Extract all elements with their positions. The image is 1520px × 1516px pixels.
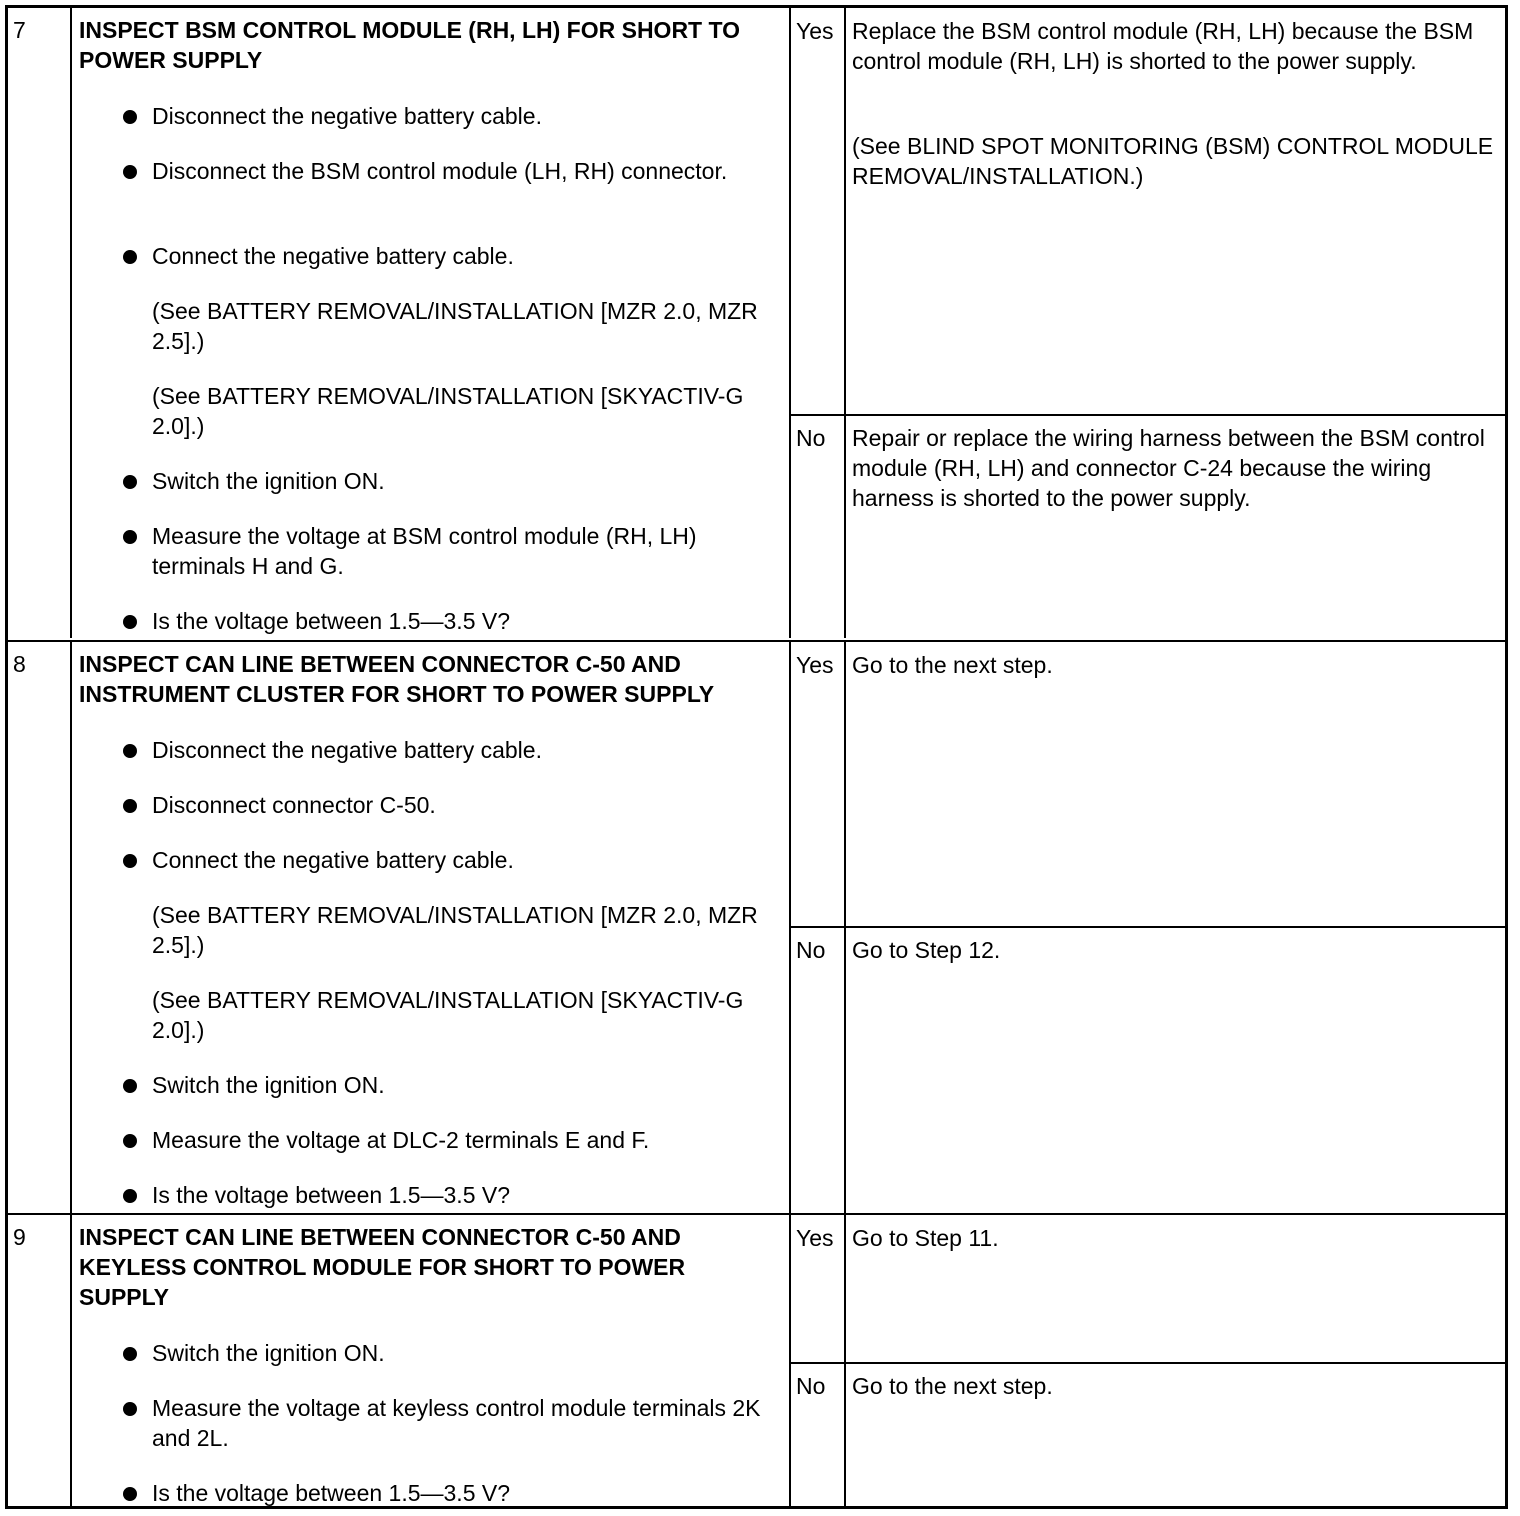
check-item: Measure the voltage at BSM control module (RH, LH) terminals H and G. bbox=[152, 523, 697, 579]
check-item: Measure the voltage at keyless control module terminals 2K and 2L. bbox=[152, 1395, 761, 1451]
check-item: Measure the voltage at DLC-2 terminals E and F. bbox=[152, 1127, 650, 1153]
yes-label: Yes bbox=[796, 652, 834, 678]
bullet-dot-icon bbox=[123, 475, 137, 489]
yes-outcome bbox=[791, 642, 1505, 926]
step-number-cell bbox=[8, 8, 72, 638]
yes-action-reference: (See BLIND SPOT MONITORING (BSM) CONTROL MODULE REMOVAL/INSTALLATION.) bbox=[852, 133, 1494, 189]
yes-action: Go to Step 11. bbox=[852, 1225, 999, 1251]
check-item: Switch the ignition ON. bbox=[152, 468, 385, 494]
step-row-7 bbox=[8, 8, 1505, 638]
yes-label-cell bbox=[791, 1215, 846, 1362]
check-item: Disconnect the BSM control module (LH, RH) connector. bbox=[152, 158, 728, 184]
inspection-cell bbox=[72, 1215, 791, 1508]
no-outcome bbox=[791, 414, 1505, 638]
yes-label: Yes bbox=[796, 18, 834, 44]
reference-note: (See BATTERY REMOVAL/INSTALLATION [MZR 2.0, MZR 2.5].) bbox=[152, 298, 758, 354]
bullet-dot-icon bbox=[123, 615, 137, 629]
bullet-dot-icon bbox=[123, 1487, 137, 1501]
yes-action: Go to the next step. bbox=[852, 652, 1053, 678]
check-item: Disconnect the negative battery cable. bbox=[152, 737, 542, 763]
diagnostic-procedure-table bbox=[5, 5, 1508, 1509]
bullet-dot-icon bbox=[123, 744, 137, 758]
bullet-dot-icon bbox=[123, 110, 137, 124]
bullet-dot-icon bbox=[123, 1079, 137, 1093]
yes-label-cell bbox=[791, 642, 846, 926]
no-label: No bbox=[796, 1373, 826, 1399]
inspection-cell bbox=[72, 642, 791, 1213]
result-cell bbox=[791, 1215, 1505, 1508]
yes-action: Replace the BSM control module (RH, LH) because the BSM control module (RH, LH) is shorted to the power supply. bbox=[852, 18, 1474, 74]
no-label-cell bbox=[791, 1364, 846, 1508]
check-item: Disconnect connector C-50. bbox=[152, 792, 436, 818]
step-number: 8 bbox=[13, 651, 26, 677]
no-label-cell bbox=[791, 416, 846, 638]
yes-outcome bbox=[791, 1215, 1505, 1362]
no-action: Go to the next step. bbox=[852, 1373, 1053, 1399]
check-item: Is the voltage between 1.5—3.5 V? bbox=[152, 1182, 511, 1208]
reference-note: (See BATTERY REMOVAL/INSTALLATION [SKYACTIV-G 2.0].) bbox=[152, 383, 744, 439]
no-outcome bbox=[791, 926, 1505, 1213]
no-label: No bbox=[796, 425, 826, 451]
step-title: INSPECT CAN LINE BETWEEN CONNECTOR C-50 AND INSTRUMENT CLUSTER FOR SHORT TO POWER SUPPLY bbox=[79, 651, 715, 707]
step-number: 9 bbox=[13, 1224, 26, 1250]
inspection-cell bbox=[72, 8, 791, 638]
no-action: Go to Step 12. bbox=[852, 937, 1001, 963]
bullet-dot-icon bbox=[123, 1189, 137, 1203]
bullet-dot-icon bbox=[123, 530, 137, 544]
check-item: Disconnect the negative battery cable. bbox=[152, 103, 542, 129]
bullet-dot-icon bbox=[123, 799, 137, 813]
step-row-8 bbox=[8, 640, 1505, 1213]
result-cell bbox=[791, 8, 1505, 638]
yes-outcome bbox=[791, 8, 1505, 414]
check-item: Switch the ignition ON. bbox=[152, 1072, 385, 1098]
no-action: Repair or replace the wiring harness between the BSM control module (RH, LH) and connector C-24 because the wiring harness is shorted to the power supply. bbox=[852, 425, 1485, 511]
bullet-dot-icon bbox=[123, 1402, 137, 1416]
check-item: Is the voltage between 1.5—3.5 V? bbox=[152, 1480, 511, 1506]
check-item: Connect the negative battery cable. bbox=[152, 847, 514, 873]
no-label: No bbox=[796, 937, 826, 963]
bullet-dot-icon bbox=[123, 1347, 137, 1361]
step-number: 7 bbox=[13, 17, 26, 43]
reference-note: (See BATTERY REMOVAL/INSTALLATION [MZR 2.0, MZR 2.5].) bbox=[152, 902, 758, 958]
check-item: Connect the negative battery cable. bbox=[152, 243, 514, 269]
bullet-dot-icon bbox=[123, 854, 137, 868]
check-item: Switch the ignition ON. bbox=[152, 1340, 385, 1366]
step-number-cell bbox=[8, 642, 72, 1213]
no-label-cell bbox=[791, 928, 846, 1213]
bullet-dot-icon bbox=[123, 250, 137, 264]
step-title: INSPECT BSM CONTROL MODULE (RH, LH) FOR SHORT TO POWER SUPPLY bbox=[79, 17, 741, 73]
result-cell bbox=[791, 642, 1505, 1213]
step-title: INSPECT CAN LINE BETWEEN CONNECTOR C-50 AND KEYLESS CONTROL MODULE FOR SHORT TO POWER SUPPLY bbox=[79, 1224, 686, 1310]
reference-note: (See BATTERY REMOVAL/INSTALLATION [SKYACTIV-G 2.0].) bbox=[152, 987, 744, 1043]
yes-label: Yes bbox=[796, 1225, 834, 1251]
step-row-9 bbox=[8, 1213, 1505, 1508]
bullet-dot-icon bbox=[123, 165, 137, 179]
no-outcome bbox=[791, 1362, 1505, 1508]
step-number-cell bbox=[8, 1215, 72, 1508]
yes-label-cell bbox=[791, 8, 846, 414]
check-item: Is the voltage between 1.5—3.5 V? bbox=[152, 608, 511, 634]
bullet-dot-icon bbox=[123, 1134, 137, 1148]
